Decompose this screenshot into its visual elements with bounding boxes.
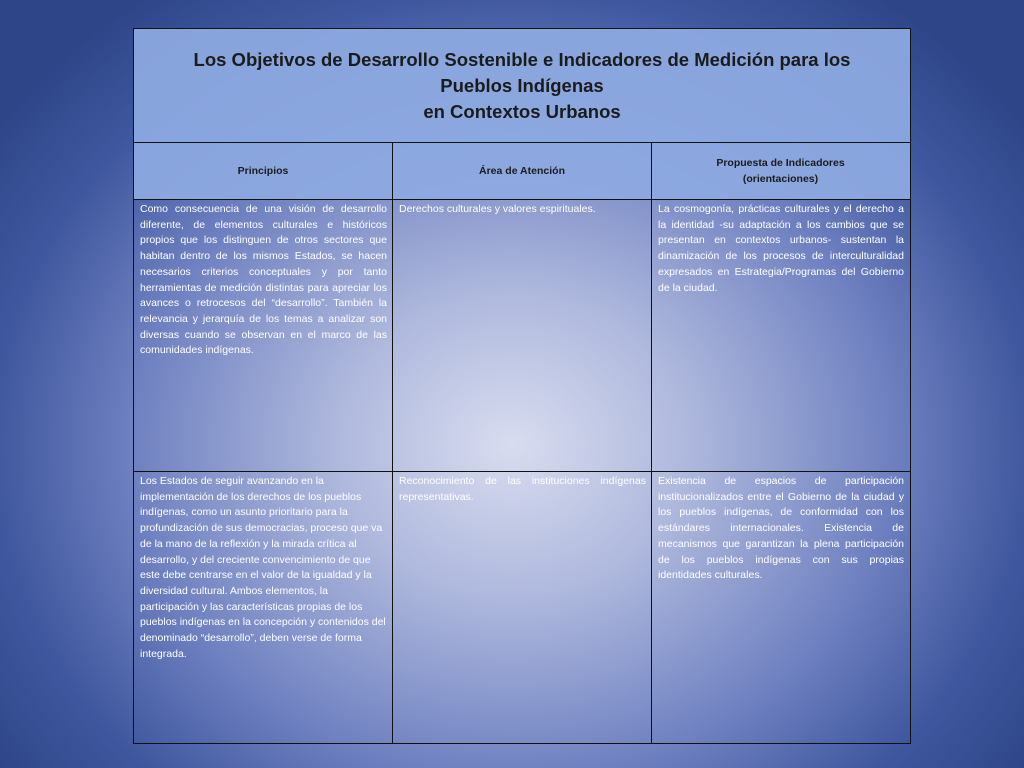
- header-principios: [134, 143, 393, 199]
- cell-principios: Como consecuencia de una visión de desarrollo diferente, de elementos culturales e históricos propios que los distinguen de otros sectores que habitan dentro de los mismos Estados, se hacen necesarios criterios conceptuales y por tanto herramientas de medición distintas para apreciar los avances o retrocesos del “desarrollo”. También la relevancia y jerarquía de los temas a analizar son diversas cuando se observan en el marco de las comunidades indígenas.: [134, 200, 393, 471]
- title-line-2: Pueblos Indígenas: [440, 74, 604, 96]
- header-propuesta-line-1: Propuesta de Indicadores: [716, 157, 845, 169]
- title-line-3: en Contextos Urbanos: [423, 100, 621, 122]
- cell-area-atencion: Derechos culturales y valores espirituales.: [393, 200, 652, 471]
- table-row: [134, 472, 910, 743]
- header-propuesta-line-2: (orientaciones): [742, 173, 819, 185]
- table-header-row: [134, 143, 910, 200]
- cell-propuesta: La cosmogonía, prácticas culturales y el derecho a la identidad -su adaptación a los cambios que se presentan en contextos urbanos- sustentan la dinamización de los procesos de interculturalidad expresados en Estrategia/Programas del Gobierno de la ciudad.: [658, 203, 904, 294]
- title-cell: [134, 29, 910, 143]
- indicators-table: [133, 28, 911, 744]
- header-propuesta: [652, 143, 909, 199]
- header-principios-label: Principios: [237, 165, 289, 177]
- cell-propuesta: Existencia de espacios de participación institucionalizados entre el Gobierno de la ciudad y los pueblos indígenas, de conformidad con los estándares internacionales. Existencia de mecanismos que garantizan la plena participación de los pueblos indígenas con sus propias identidades culturales.: [658, 475, 904, 582]
- header-area-label: Área de Atención: [479, 165, 565, 177]
- title-line-1: Los Objetivos de Desarrollo Sostenible e Indicadores de Medición para los: [193, 48, 851, 70]
- header-area-atencion: [393, 143, 652, 199]
- slide-title: [174, 47, 871, 125]
- table-row: [134, 200, 910, 472]
- cell-principios: Los Estados de seguir avanzando en la implementación de los derechos de los pueblos indígenas, como un asunto prioritario para la profundización de sus democracias, proceso que va de la mano de la reflexión y la mirada crítica al desarrollo, y del creciente convencimiento de que este debe centrarse en el valor de la igualdad y la diversidad cultural. Ambos elementos, la participación y las características propias de los pueblos indígenas en la concepción y contenidos del denominado “desarrollo”, deben verse de forma integrada.: [134, 472, 393, 743]
- cell-area-atencion: Reconocimiento de las instituciones indígenas representativas.: [393, 472, 652, 743]
